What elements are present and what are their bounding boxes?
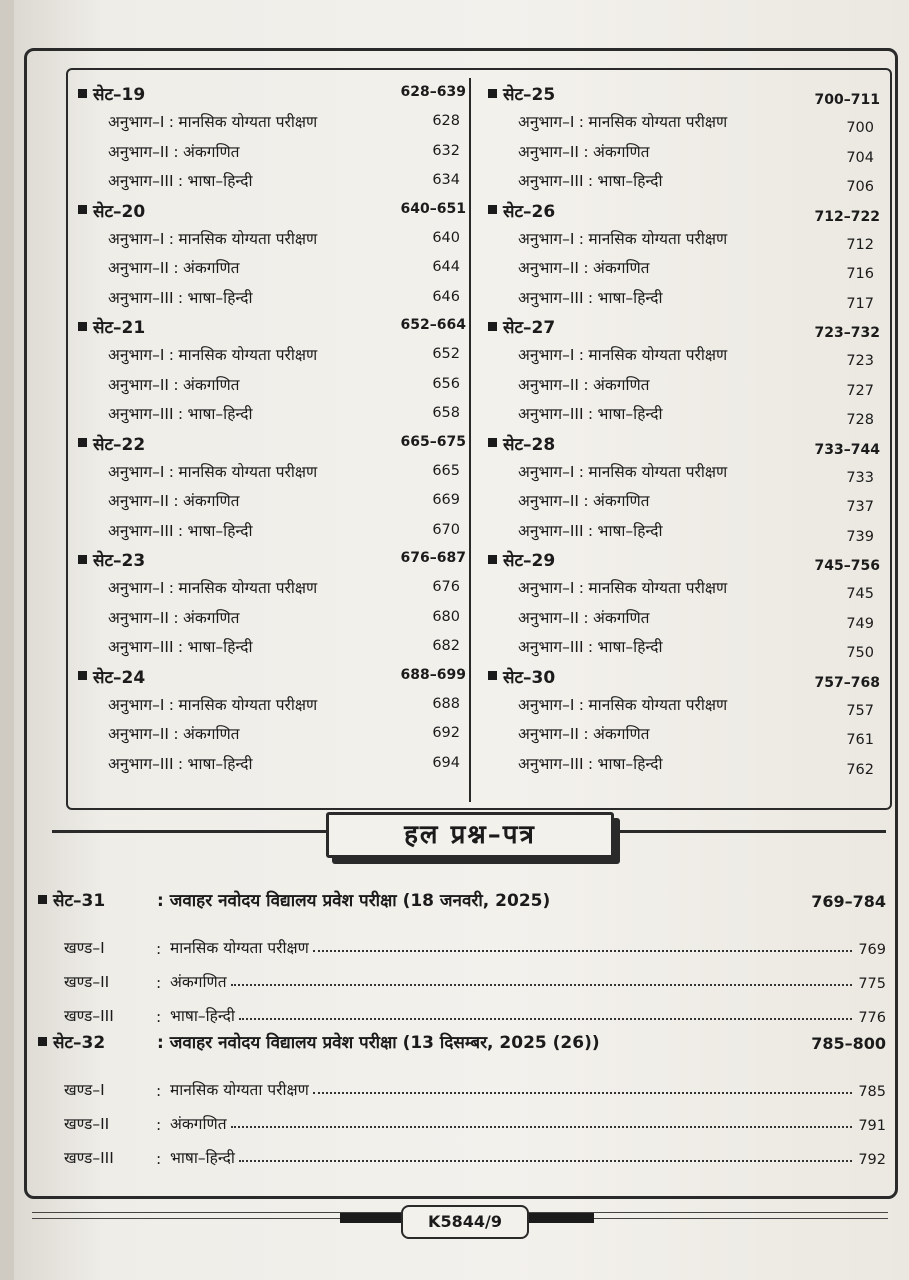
section-row: अनुभाग–III : भाषा–हिन्दी 739 [518, 521, 874, 545]
section-page: 694 [432, 754, 460, 771]
section-label: अनुभाग–I [518, 695, 575, 714]
solved-set-heading [38, 1030, 890, 1066]
set-title: सेट–20 [93, 201, 146, 222]
section-topic: मानसिक योग्यता परीक्षण [588, 462, 728, 481]
section-topic: अंकगणित [182, 608, 240, 627]
section-page: 669 [432, 492, 460, 508]
solved-papers-banner: हल प्रश्न–पत्र [326, 812, 614, 858]
khand-page: 769 [858, 942, 886, 958]
section-topic: भाषा–हिन्दी [597, 754, 663, 773]
solved-set-title: सेट–32 [53, 1033, 106, 1053]
section-row: अनुभाग–I : मानसिक योग्यता परीक्षण 652 [108, 346, 460, 364]
square-bullet-icon [38, 895, 47, 904]
section-topic: मानसिक योग्यता परीक्षण [588, 579, 728, 597]
section-page: 704 [846, 149, 874, 166]
section-row: अनुभाग–II : अंकगणित 644 [108, 259, 460, 277]
set-page-range: 688–699 [400, 666, 466, 683]
solved-set-heading [38, 888, 890, 924]
set-title: सेट–30 [503, 667, 556, 688]
section-label: अनुभाग–II [518, 259, 579, 277]
set-heading [488, 665, 880, 693]
set-title: सेट–28 [503, 434, 556, 455]
section-topic: भाषा–हिन्दी [187, 638, 253, 656]
khand-topic: भाषा–हिन्दी [170, 1007, 235, 1025]
dot-leader [231, 984, 852, 986]
section-page: 670 [432, 521, 460, 538]
set-page-range: 712–722 [814, 208, 880, 225]
section-topic: मानसिक योग्यता परीक्षण [178, 229, 318, 248]
set-title: सेट–24 [93, 667, 146, 688]
section-label: अनुभाग–III [518, 288, 584, 307]
section-page: 727 [846, 382, 874, 399]
section-row: अनुभाग–II : अंकगणित 727 [518, 375, 874, 399]
section-page: 688 [432, 695, 460, 712]
khand-row: खण्ड–III : भाषा–हिन्दी 776 [38, 992, 890, 1026]
section-label: अनुभाग–II [518, 492, 579, 510]
khand-topic: अंकगणित [170, 973, 227, 991]
section-page: 632 [432, 142, 460, 159]
section-row: अनुभाग–I : मानसिक योग्यता परीक्षण 700 [518, 113, 874, 136]
set-heading [488, 199, 880, 227]
solved-set-title: सेट–31 [53, 891, 106, 911]
square-bullet-icon [488, 205, 497, 214]
section-row: अनुभाग–I : मानसिक योग्यता परीक्षण 757 [518, 695, 874, 719]
section-page: 757 [846, 702, 874, 719]
khand-page: 785 [858, 1084, 886, 1100]
dot-leader [313, 950, 852, 952]
section-label: अनुभाग–II [108, 142, 169, 161]
set-title: सेट–19 [93, 85, 146, 105]
set-heading [78, 199, 466, 227]
set-page-range: 733–744 [814, 441, 880, 458]
solved-set-description: : जवाहर नवोदय विद्यालय प्रवेश परीक्षा (13 दिसम्बर, 2025 (26)) [157, 1033, 600, 1053]
khand-row: खण्ड–I : मानसिक योग्यता परीक्षण 785 [38, 1066, 890, 1100]
set-page-range: 628–639 [400, 84, 466, 100]
set-block [488, 665, 880, 782]
section-page: 716 [846, 266, 874, 282]
section-page: 723 [846, 353, 874, 369]
section-topic: भाषा–हिन्दी [187, 521, 253, 540]
section-label: अनुभाग–III [108, 521, 174, 540]
section-row: अनुभाग–I : मानसिक योग्यता परीक्षण 628 [108, 113, 460, 131]
section-page: 733 [846, 469, 874, 486]
section-topic: अंकगणित [182, 142, 240, 161]
dot-leader [313, 1092, 852, 1094]
khand-label: खण्ड–III [64, 1149, 114, 1167]
khand-label: खण्ड–II [64, 973, 110, 991]
section-label: अनुभाग–I [108, 113, 165, 131]
section-page: 728 [846, 412, 874, 428]
section-row: अनुभाग–I : मानसिक योग्यता परीक्षण 712 [518, 229, 874, 253]
khand-label: खण्ड–I [64, 1081, 105, 1099]
section-page: 749 [846, 615, 874, 632]
set-title: सेट–29 [503, 551, 556, 571]
section-topic: भाषा–हिन्दी [597, 172, 663, 190]
set-block [488, 432, 880, 549]
section-page: 737 [846, 499, 874, 515]
section-page: 644 [432, 259, 460, 275]
section-row: अनुभाग–II : अंकगणित 656 [108, 375, 460, 394]
dot-leader [239, 1018, 852, 1020]
section-label: अनुभाग–II [108, 725, 169, 743]
section-page: 761 [846, 732, 874, 748]
square-bullet-icon [78, 205, 87, 214]
section-row: अनुभाग–III : भाषा–हिन्दी 750 [518, 638, 874, 661]
section-label: अनुभाग–III [108, 172, 174, 190]
section-page: 739 [846, 528, 874, 545]
section-label: अनुभाग–I [518, 462, 575, 481]
section-row: अनुभाग–II : अंकगणित 737 [518, 492, 874, 515]
solved-set-range: 785–800 [811, 1034, 886, 1053]
column-divider [469, 78, 471, 802]
book-page [14, 0, 909, 1280]
section-row: अनुभाग–I : मानसिक योग्यता परीक्षण 733 [518, 462, 874, 486]
set-page-range: 640–651 [400, 200, 466, 217]
khand-topic: अंकगणित [170, 1115, 227, 1133]
square-bullet-icon [488, 671, 497, 680]
set-block [488, 315, 880, 432]
set-title: सेट–27 [503, 318, 556, 338]
section-topic: भाषा–हिन्दी [597, 405, 663, 423]
set-heading [78, 315, 466, 343]
book-code: K5844/9 [401, 1205, 529, 1239]
set-block [488, 548, 880, 665]
set-block [78, 315, 466, 432]
section-topic: भाषा–हिन्दी [187, 172, 253, 190]
section-topic: मानसिक योग्यता परीक्षण [178, 462, 318, 481]
set-heading [78, 548, 466, 576]
section-row: अनुभाग–III : भाषा–हिन्दी 658 [108, 405, 460, 423]
square-bullet-icon [488, 555, 497, 564]
section-row: अनुभाग–II : अंकगणित 669 [108, 492, 460, 510]
section-page: 680 [432, 608, 460, 625]
section-label: अनुभाग–II [108, 492, 169, 510]
khand-topic: मानसिक योग्यता परीक्षण [170, 939, 309, 957]
set-page-range: 757–768 [814, 674, 880, 691]
khand-row: खण्ड–II : अंकगणित 791 [38, 1100, 890, 1134]
square-bullet-icon [488, 322, 497, 331]
set-block [488, 199, 880, 316]
section-page: 700 [846, 120, 874, 136]
section-label: अनुभाग–III [518, 405, 584, 423]
section-label: अनुभाग–II [518, 142, 579, 161]
khand-label: खण्ड–I [64, 939, 105, 957]
section-page: 745 [846, 586, 874, 602]
set-block [78, 432, 466, 549]
section-label: अनुभाग–I [518, 346, 575, 364]
section-topic: अंकगणित [182, 375, 240, 394]
set-heading [488, 315, 880, 343]
section-page: 750 [846, 645, 874, 661]
section-topic: मानसिक योग्यता परीक्षण [588, 695, 728, 714]
set-heading [488, 548, 880, 576]
set-heading [78, 82, 466, 110]
khand-row: खण्ड–II : अंकगणित 775 [38, 958, 890, 992]
section-topic: भाषा–हिन्दी [597, 638, 663, 656]
section-label: अनुभाग–III [518, 521, 584, 540]
solved-set-range: 769–784 [811, 892, 886, 911]
square-bullet-icon [488, 438, 497, 447]
left-column [78, 82, 466, 781]
square-bullet-icon [78, 322, 87, 331]
section-label: अनुभाग–III [518, 638, 584, 656]
section-page: 628 [432, 113, 460, 129]
khand-page: 792 [858, 1152, 886, 1168]
section-page: 717 [846, 295, 874, 312]
set-page-range: 700–711 [814, 92, 880, 108]
section-page: 676 [432, 579, 460, 595]
section-topic: अंकगणित [182, 725, 240, 743]
section-row: अनुभाग–I : मानसिक योग्यता परीक्षण 665 [108, 462, 460, 481]
section-topic: अंकगणित [592, 259, 650, 277]
set-heading [488, 432, 880, 460]
section-row: अनुभाग–III : भाषा–हिन्दी 682 [108, 638, 460, 656]
section-topic: भाषा–हिन्दी [187, 754, 253, 773]
set-heading [78, 665, 466, 693]
solved-set-block [38, 888, 890, 1026]
section-topic: अंकगणित [592, 725, 650, 743]
section-row: अनुभाग–I : मानसिक योग्यता परीक्षण 723 [518, 346, 874, 369]
section-topic: भाषा–हिन्दी [597, 521, 663, 540]
square-bullet-icon [78, 89, 87, 98]
section-label: अनुभाग–II [108, 608, 169, 627]
section-label: अनुभाग–III [108, 288, 174, 307]
khand-row: खण्ड–I : मानसिक योग्यता परीक्षण 769 [38, 924, 890, 958]
right-column [488, 82, 880, 781]
section-label: अनुभाग–II [518, 608, 579, 627]
section-label: अनुभाग–I [108, 346, 165, 364]
set-page-range: 676–687 [400, 550, 466, 566]
set-page-range: 723–732 [814, 325, 880, 341]
section-page: 646 [432, 288, 460, 305]
section-page: 658 [432, 405, 460, 421]
section-row: अनुभाग–I : मानसिक योग्यता परीक्षण 688 [108, 695, 460, 714]
section-page: 706 [846, 179, 874, 195]
section-row: अनुभाग–III : भाषा–हिन्दी 634 [108, 172, 460, 190]
khand-page: 775 [858, 976, 886, 992]
section-topic: भाषा–हिन्दी [597, 288, 663, 307]
khand-topic: मानसिक योग्यता परीक्षण [170, 1081, 309, 1099]
section-row: अनुभाग–II : अंकगणित 680 [108, 608, 460, 627]
dot-leader [231, 1126, 852, 1128]
section-label: अनुभाग–I [108, 229, 165, 248]
section-label: अनुभाग–I [518, 113, 575, 131]
section-row: अनुभाग–II : अंकगणित 749 [518, 608, 874, 632]
section-topic: अंकगणित [182, 259, 240, 277]
section-label: अनुभाग–I [108, 462, 165, 481]
section-row: अनुभाग–III : भाषा–हिन्दी 762 [518, 754, 874, 778]
section-row: अनुभाग–III : भाषा–हिन्दी 670 [108, 521, 460, 540]
section-topic: मानसिक योग्यता परीक्षण [178, 695, 318, 714]
set-title: सेट–25 [503, 85, 556, 105]
section-page: 682 [432, 638, 460, 654]
section-row: अनुभाग–II : अंकगणित 704 [518, 142, 874, 166]
section-page: 762 [846, 761, 874, 778]
section-topic: मानसिक योग्यता परीक्षण [588, 113, 728, 131]
set-block [78, 548, 466, 665]
section-label: अनुभाग–III [518, 172, 584, 190]
section-label: अनुभाग–III [108, 754, 174, 773]
section-row: अनुभाग–II : अंकगणित 761 [518, 725, 874, 748]
section-row: अनुभाग–III : भाषा–हिन्दी 717 [518, 288, 874, 312]
section-label: अनुभाग–III [518, 754, 584, 773]
section-topic: भाषा–हिन्दी [187, 288, 253, 307]
section-topic: अंकगणित [182, 492, 240, 510]
khand-page: 791 [858, 1118, 886, 1134]
section-label: अनुभाग–III [108, 638, 174, 656]
section-label: अनुभाग–II [518, 725, 579, 743]
section-topic: अंकगणित [592, 608, 650, 627]
section-page: 665 [432, 462, 460, 479]
section-row: अनुभाग–I : मानसिक योग्यता परीक्षण 640 [108, 229, 460, 248]
section-topic: भाषा–हिन्दी [187, 405, 253, 423]
square-bullet-icon [78, 438, 87, 447]
section-row: अनुभाग–II : अंकगणित 692 [108, 725, 460, 743]
section-label: अनुभाग–III [108, 405, 174, 423]
solved-set-block [38, 1030, 890, 1168]
set-block [488, 82, 880, 199]
square-bullet-icon [488, 89, 497, 98]
section-topic: अंकगणित [592, 492, 650, 510]
section-page: 712 [846, 236, 874, 253]
square-bullet-icon [78, 671, 87, 680]
section-topic: मानसिक योग्यता परीक्षण [178, 579, 318, 597]
section-page: 634 [432, 172, 460, 188]
set-heading [488, 82, 880, 110]
set-block [78, 82, 466, 199]
section-row: अनुभाग–II : अंकगणित 716 [518, 259, 874, 282]
section-label: अनुभाग–II [108, 375, 169, 394]
khand-label: खण्ड–II [64, 1115, 110, 1133]
set-title: सेट–23 [93, 551, 146, 571]
section-label: अनुभाग–II [108, 259, 169, 277]
set-block [78, 665, 466, 782]
khand-label: खण्ड–III [64, 1007, 114, 1025]
section-topic: मानसिक योग्यता परीक्षण [178, 346, 318, 364]
section-row: अनुभाग–I : मानसिक योग्यता परीक्षण 676 [108, 579, 460, 597]
solved-set-description: : जवाहर नवोदय विद्यालय प्रवेश परीक्षा (18 जनवरी, 2025) [157, 891, 551, 911]
section-row: अनुभाग–III : भाषा–हिन्दी 706 [518, 172, 874, 195]
set-title: सेट–26 [503, 201, 556, 222]
square-bullet-icon [78, 555, 87, 564]
dot-leader [239, 1160, 852, 1162]
section-row: अनुभाग–I : मानसिक योग्यता परीक्षण 745 [518, 579, 874, 602]
section-row: अनुभाग–III : भाषा–हिन्दी 646 [108, 288, 460, 307]
section-topic: अंकगणित [592, 375, 650, 394]
set-heading [78, 432, 466, 460]
set-page-range: 745–756 [814, 558, 880, 574]
section-topic: अंकगणित [592, 142, 650, 161]
section-page: 652 [432, 346, 460, 362]
section-page: 640 [432, 229, 460, 246]
section-row: अनुभाग–III : भाषा–हिन्दी 694 [108, 754, 460, 773]
set-title: सेट–21 [93, 318, 146, 338]
section-topic: मानसिक योग्यता परीक्षण [588, 346, 728, 364]
square-bullet-icon [38, 1037, 47, 1046]
section-label: अनुभाग–II [518, 375, 579, 394]
section-label: अनुभाग–I [518, 229, 575, 248]
khand-row: खण्ड–III : भाषा–हिन्दी 792 [38, 1134, 890, 1168]
section-label: अनुभाग–I [518, 579, 575, 597]
section-row: अनुभाग–III : भाषा–हिन्दी 728 [518, 405, 874, 428]
section-topic: मानसिक योग्यता परीक्षण [178, 113, 318, 131]
khand-topic: भाषा–हिन्दी [170, 1149, 235, 1167]
set-page-range: 665–675 [400, 433, 466, 450]
khand-page: 776 [858, 1010, 886, 1026]
section-label: अनुभाग–I [108, 579, 165, 597]
set-block [78, 199, 466, 316]
section-page: 656 [432, 375, 460, 392]
section-topic: मानसिक योग्यता परीक्षण [588, 229, 728, 248]
set-page-range: 652–664 [400, 317, 466, 333]
set-title: सेट–22 [93, 434, 146, 455]
section-row: अनुभाग–II : अंकगणित 632 [108, 142, 460, 161]
section-label: अनुभाग–I [108, 695, 165, 714]
section-page: 692 [432, 725, 460, 741]
